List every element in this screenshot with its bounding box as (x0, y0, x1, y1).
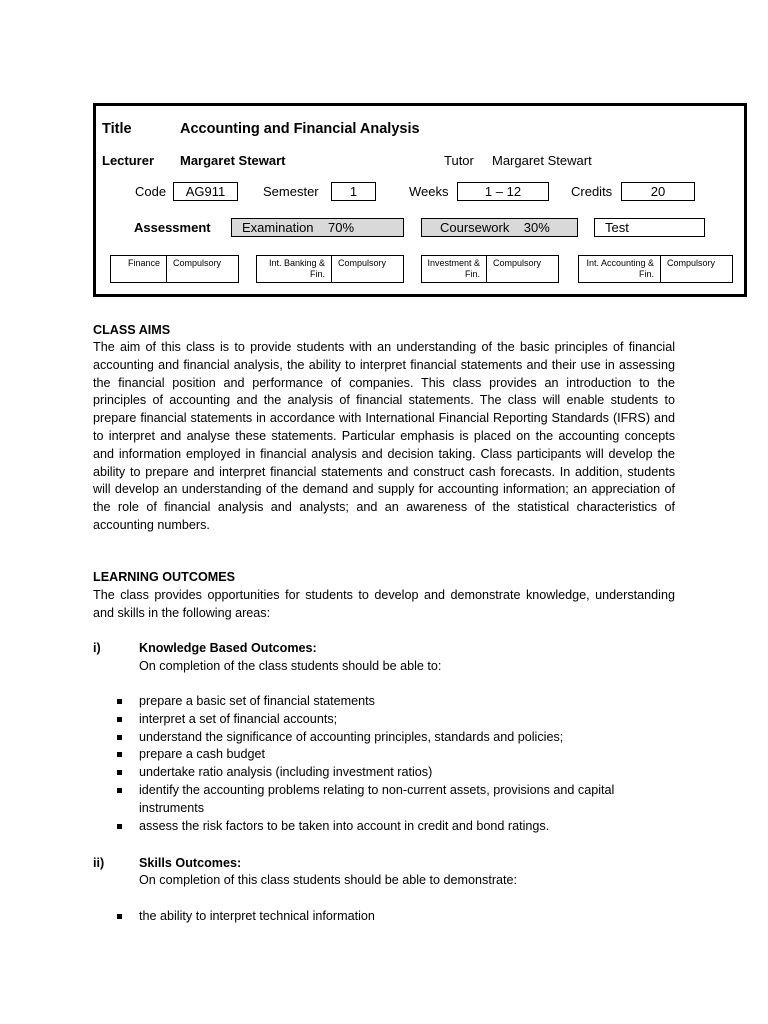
semester-label: Semester (263, 184, 319, 199)
skills-outcomes-title: Skills Outcomes: (139, 856, 242, 870)
knowledge-outcomes-list (93, 693, 675, 835)
code-field: AG911 (173, 182, 238, 201)
programme-status: Compulsory (493, 258, 542, 268)
list-item: the ability to interpret technical information (93, 908, 675, 926)
class-aims-text: The aim of this class is to provide students with an understanding of the basic principles of financial accounting and financial analysis, the ability to interpret financial statements and their use in assessing the financial position and performance of companies. This class provides an introduction to the principles of accounting and the analysis of financial statements. The class will enable students to prepare financial statements in accordance with International Financial Reporting Standards (IFRS) and to interpret and analyse these statements. Particular emphasis is placed on the accounting concepts and information employed in financial analysis and decision taking. Class participants will develop the ability to prepare and interpret financial statements and construct cash forecasts. In addition, students will develop an understanding of the demand and supply for accounting information; an appreciation of the role of financial analysis and analysts; and an awareness of the statistical characteristics of accounting numbers. (93, 340, 675, 532)
bullet-icon (117, 824, 122, 829)
bullet-icon (117, 717, 122, 722)
skills-outcomes-list (93, 908, 675, 926)
bullet-icon (117, 914, 122, 919)
programme-name: Finance (111, 256, 167, 282)
title-label: Title (102, 121, 132, 137)
class-title: Accounting and Financial Analysis (180, 121, 420, 137)
tutor-label: Tutor (444, 153, 474, 168)
semester-field: 1 (331, 182, 376, 201)
section-numeral: ii) (93, 856, 105, 870)
weeks-field: 1 – 12 (457, 182, 549, 201)
learning-outcomes-heading: LEARNING OUTCOMES (93, 570, 236, 584)
weeks-label: Weeks (409, 184, 449, 199)
lecturer-name: Margaret Stewart (180, 153, 286, 168)
programme-status: Compulsory (173, 258, 222, 268)
programme-investment (421, 255, 559, 283)
lecturer-label: Lecturer (102, 153, 155, 168)
programme-name: Int. Accounting & Fin. (579, 256, 661, 282)
programme-name: Investment & Fin. (422, 256, 487, 282)
coursework-field: Coursework 30% (421, 218, 578, 237)
list-item: identify the accounting problems relating to non-current assets, provisions and capital instruments (93, 782, 675, 818)
programme-status: Compulsory (667, 258, 716, 268)
bullet-icon (117, 752, 122, 757)
bullet-icon (117, 788, 122, 793)
code-label: Code (135, 184, 167, 199)
list-item: interpret a set of financial accounts; (93, 711, 675, 729)
list-item: prepare a basic set of financial statements (93, 693, 675, 711)
knowledge-outcomes-intro: On completion of the class students should be able to: (139, 659, 442, 673)
credits-field: 20 (621, 182, 695, 201)
assessment-label: Assessment (134, 220, 211, 235)
bullet-icon (117, 699, 122, 704)
bullet-icon (117, 770, 122, 775)
examination-field: Examination 70% (231, 218, 404, 237)
programme-int-accounting (578, 255, 733, 283)
test-field: Test (594, 218, 705, 237)
programme-status: Compulsory (338, 258, 387, 268)
list-item: undertake ratio analysis (including investment ratios) (93, 764, 675, 782)
knowledge-outcomes-title: Knowledge Based Outcomes: (139, 641, 317, 655)
learning-outcomes-text: The class provides opportunities for students to develop and demonstrate knowledge, understanding and skills in the following areas: (93, 588, 675, 620)
bullet-icon (117, 735, 122, 740)
class-aims-heading: CLASS AIMS (93, 323, 171, 337)
section-numeral: i) (93, 641, 101, 655)
programme-int-banking (256, 255, 404, 283)
list-item: assess the risk factors to be taken into account in credit and bond ratings. (93, 818, 675, 836)
list-item: prepare a cash budget (93, 746, 675, 764)
skills-outcomes-intro: On completion of this class students should be able to demonstrate: (139, 873, 518, 887)
programme-name: Int. Banking & Fin. (257, 256, 332, 282)
tutor-name: Margaret Stewart (492, 153, 592, 168)
list-item: understand the significance of accounting principles, standards and policies; (93, 729, 675, 747)
programme-finance (110, 255, 239, 283)
credits-label: Credits (571, 184, 613, 199)
